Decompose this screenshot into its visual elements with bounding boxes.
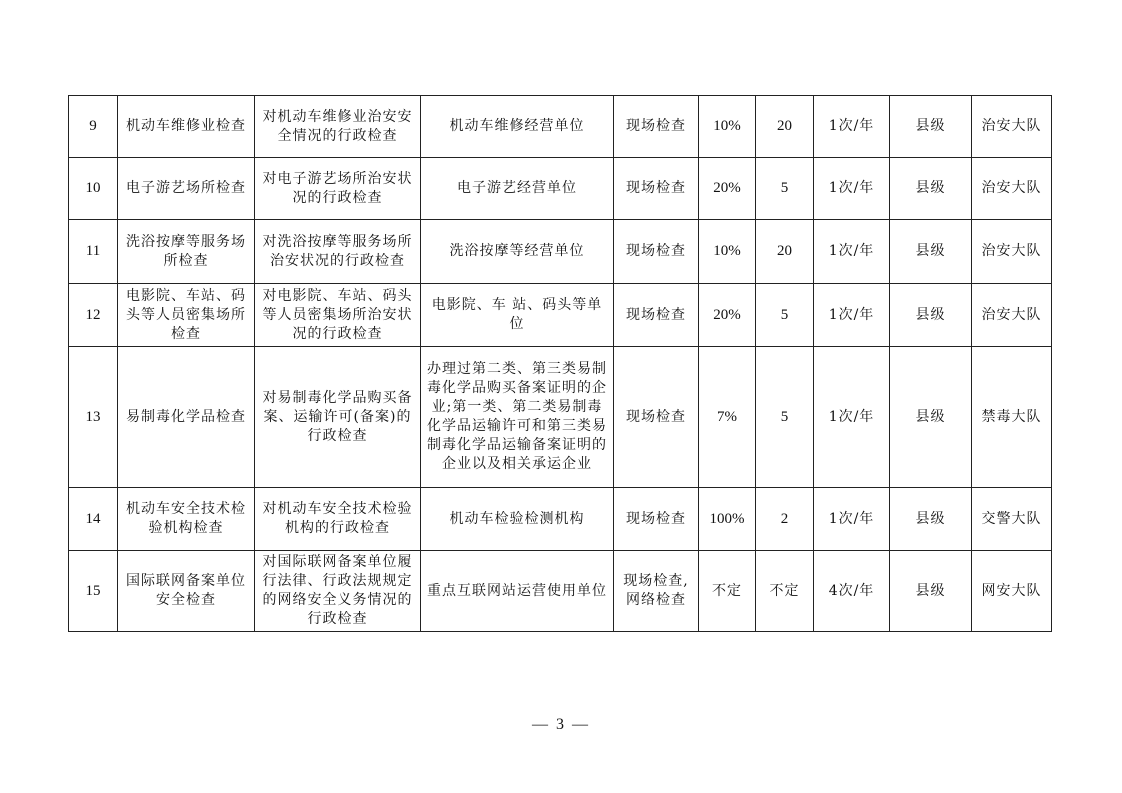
table-row [69,158,1052,220]
target-cell: 重点互联网站运营使用单位 [421,551,614,632]
frequency-cell: 1次/年 [814,488,890,551]
table-row [69,347,1052,488]
method-cell: 现场检查 [614,96,699,158]
frequency-cell: 1次/年 [814,284,890,347]
item-cell: 机动车维修业检查 [118,96,255,158]
unit-cell: 交警大队 [972,488,1052,551]
seq-cell: 9 [69,96,118,158]
frequency-cell: 1次/年 [814,96,890,158]
content-cell: 对国际联网备案单位履行法律、行政法规规定的网络安全义务情况的行政检查 [255,551,421,632]
ratio-cell: 10% [699,220,756,284]
target-cell: 洗浴按摩等经营单位 [421,220,614,284]
seq-cell: 13 [69,347,118,488]
table-row [69,284,1052,347]
count-cell: 20 [756,220,814,284]
ratio-cell: 7% [699,347,756,488]
frequency-cell: 1次/年 [814,347,890,488]
inspection-table [68,95,1052,632]
seq-cell: 10 [69,158,118,220]
seq-cell: 15 [69,551,118,632]
method-cell: 现场检查 [614,347,699,488]
unit-cell: 禁毒大队 [972,347,1052,488]
ratio-cell: 20% [699,284,756,347]
unit-cell: 治安大队 [972,220,1052,284]
target-cell: 电子游艺经营单位 [421,158,614,220]
frequency-cell: 1次/年 [814,158,890,220]
level-cell: 县级 [890,488,972,551]
count-cell: 5 [756,158,814,220]
ratio-cell: 10% [699,96,756,158]
frequency-cell: 4次/年 [814,551,890,632]
content-cell: 对电子游艺场所治安状况的行政检查 [255,158,421,220]
content-cell: 对机动车安全技术检验机构的行政检查 [255,488,421,551]
content-cell: 对电影院、车站、码头等人员密集场所治安状况的行政检查 [255,284,421,347]
table-row [69,488,1052,551]
level-cell: 县级 [890,220,972,284]
count-cell: 20 [756,96,814,158]
count-cell: 2 [756,488,814,551]
level-cell: 县级 [890,158,972,220]
item-cell: 洗浴按摩等服务场所检查 [118,220,255,284]
method-cell: 现场检查 [614,158,699,220]
unit-cell: 治安大队 [972,96,1052,158]
table-row [69,551,1052,632]
seq-cell: 11 [69,220,118,284]
item-cell: 电影院、车站、码头等人员密集场所检查 [118,284,255,347]
ratio-cell: 20% [699,158,756,220]
unit-cell: 治安大队 [972,158,1052,220]
seq-cell: 14 [69,488,118,551]
method-cell: 现场检查 [614,220,699,284]
frequency-cell: 1次/年 [814,220,890,284]
level-cell: 县级 [890,284,972,347]
item-cell: 易制毒化学品检查 [118,347,255,488]
method-cell: 现场检查,网络检查 [614,551,699,632]
count-cell: 5 [756,284,814,347]
ratio-cell: 不定 [699,551,756,632]
target-cell: 电影院、车 站、码头等单位 [421,284,614,347]
level-cell: 县级 [890,551,972,632]
method-cell: 现场检查 [614,488,699,551]
unit-cell: 治安大队 [972,284,1052,347]
target-cell: 机动车检验检测机构 [421,488,614,551]
ratio-cell: 100% [699,488,756,551]
count-cell: 5 [756,347,814,488]
count-cell: 不定 [756,551,814,632]
item-cell: 电子游艺场所检查 [118,158,255,220]
table-row [69,220,1052,284]
content-cell: 对易制毒化学品购买备案、运输许可(备案)的行政检查 [255,347,421,488]
item-cell: 机动车安全技术检验机构检查 [118,488,255,551]
target-cell: 机动车维修经营单位 [421,96,614,158]
seq-cell: 12 [69,284,118,347]
content-cell: 对洗浴按摩等服务场所治安状况的行政检查 [255,220,421,284]
content-cell: 对机动车维修业治安安全情况的行政检查 [255,96,421,158]
unit-cell: 网安大队 [972,551,1052,632]
target-cell: 办理过第二类、第三类易制毒化学品购买备案证明的企业;第一类、第二类易制毒化学品运输许可和第三类易制毒化学品运输备案证明的企业以及相关承运企业 [421,347,614,488]
method-cell: 现场检查 [614,284,699,347]
page-number: — 3 — [532,716,590,733]
table-row [69,96,1052,158]
level-cell: 县级 [890,96,972,158]
item-cell: 国际联网备案单位安全检查 [118,551,255,632]
level-cell: 县级 [890,347,972,488]
